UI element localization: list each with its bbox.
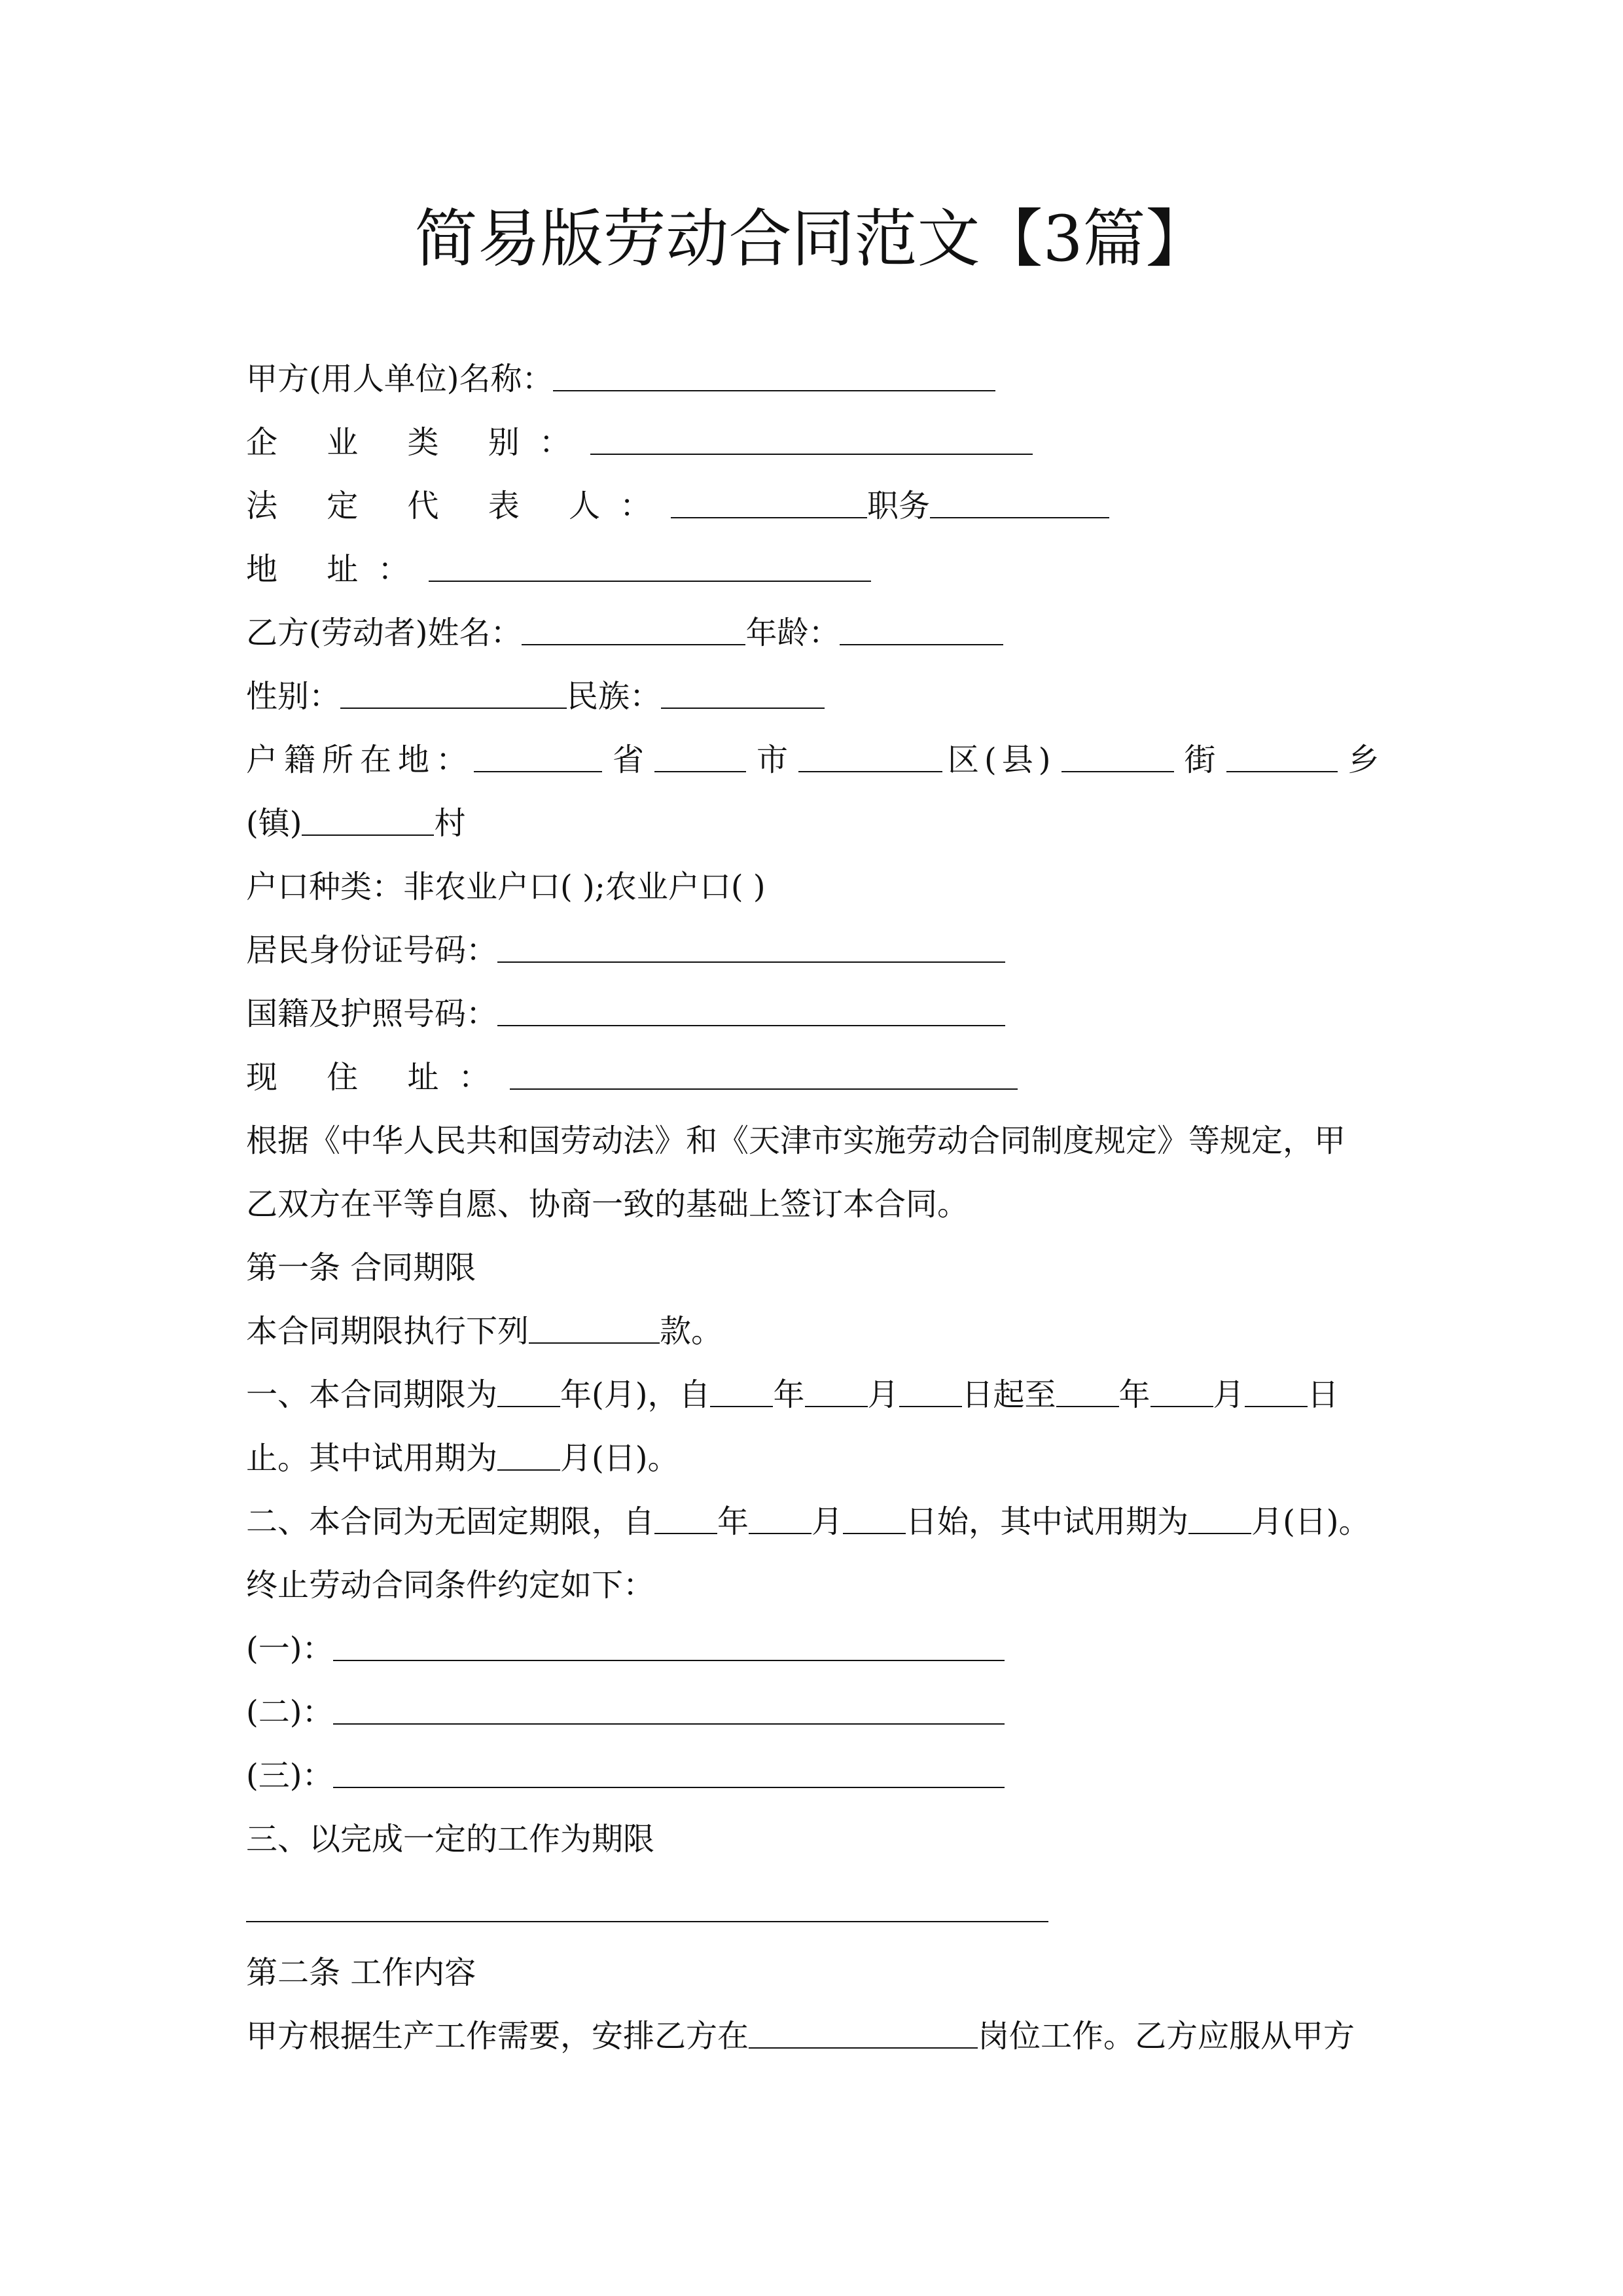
month-label: 月	[867, 1376, 899, 1413]
duty-label: 职务	[867, 488, 931, 524]
street-blank[interactable]	[1061, 728, 1174, 772]
age-blank[interactable]	[840, 601, 1003, 645]
party-a-name-row	[246, 347, 995, 411]
task-term-blank[interactable]	[246, 1921, 1048, 1922]
city-blank[interactable]	[654, 728, 746, 772]
gender-label: 性别：	[246, 678, 341, 715]
town-row	[246, 791, 465, 855]
term-2-probation-label: 日始，其中试用期为	[906, 1503, 1189, 1540]
township-blank[interactable]	[1226, 728, 1338, 772]
village-blank[interactable]	[302, 791, 434, 836]
term-2-day-blank[interactable]	[843, 1490, 906, 1534]
address-row	[246, 537, 871, 601]
term-option-2-row	[246, 1490, 1370, 1554]
household-label: 户籍所在地：	[246, 742, 474, 778]
term-2-probation-blank[interactable]	[1188, 1490, 1251, 1534]
condition-1-blank[interactable]	[333, 1617, 1005, 1661]
term-2-year-blank[interactable]	[654, 1490, 717, 1534]
address-blank[interactable]	[429, 537, 871, 582]
document-title: 简易版劳动合同范文【3篇】	[414, 202, 1209, 276]
term-1-until-label: 日起至	[961, 1376, 1056, 1413]
party-b-name-label: 乙方(劳动者)姓名：	[246, 615, 522, 651]
current-address-label: 现 住 址：	[246, 1059, 510, 1096]
termination-heading: 终止劳动合同条件约定如下：	[246, 1567, 655, 1604]
preamble-line-2: 乙双方在平等自愿、协商一致的基础上签订本合同。	[246, 1186, 969, 1223]
term-1-end-month-blank[interactable]	[1150, 1363, 1213, 1407]
id-number-blank[interactable]	[497, 918, 1005, 963]
term-1-end-day-blank[interactable]	[1245, 1363, 1308, 1407]
work-content-row	[246, 2004, 1355, 2068]
gender-blank[interactable]	[340, 664, 567, 709]
condition-1-row	[246, 1617, 1005, 1681]
day-label: 日	[1307, 1376, 1339, 1413]
duty-blank[interactable]	[930, 474, 1109, 518]
term-2-month-blank[interactable]	[749, 1490, 812, 1534]
age-label: 年龄：	[745, 615, 840, 651]
term-clause-blank[interactable]	[529, 1299, 660, 1344]
street-label: 街	[1184, 742, 1216, 778]
term-1-from-label: 年(月)，自	[560, 1376, 711, 1413]
position-blank[interactable]	[749, 2004, 978, 2049]
party-b-name-row	[246, 601, 1003, 665]
year-label: 年	[717, 1503, 749, 1540]
company-type-blank[interactable]	[590, 410, 1033, 455]
month-day-label: 月(日)。	[1251, 1503, 1370, 1540]
term-1-length-blank[interactable]	[497, 1363, 560, 1407]
province-label: 省	[613, 742, 645, 778]
term-exec-label: 本合同期限执行下列	[246, 1313, 529, 1350]
condition-2-label: (二)：	[246, 1694, 334, 1731]
district-label: 区(县)	[948, 742, 1056, 778]
current-address-row	[246, 1045, 1018, 1109]
article-2-heading: 第二条 工作内容	[246, 1954, 476, 1991]
term-1-end-year-blank[interactable]	[1056, 1363, 1119, 1407]
condition-3-row	[246, 1744, 1005, 1808]
term-1-label: 一、本合同期限为	[246, 1376, 498, 1413]
passport-row	[246, 982, 1005, 1046]
condition-3-label: (三)：	[246, 1757, 334, 1794]
province-blank[interactable]	[474, 728, 602, 772]
condition-3-blank[interactable]	[333, 1744, 1005, 1788]
town-label: (镇)	[246, 805, 302, 842]
passport-blank[interactable]	[497, 982, 1005, 1026]
id-number-label: 居民身份证号码：	[246, 932, 498, 969]
current-address-blank[interactable]	[510, 1045, 1018, 1090]
article-1-heading: 第一条 合同期限	[246, 1249, 476, 1286]
month-label: 月	[1213, 1376, 1245, 1413]
term-exec-row	[246, 1299, 722, 1363]
month-label: 月	[812, 1503, 844, 1540]
condition-2-blank[interactable]	[333, 1680, 1005, 1725]
term-1-start-month-blank[interactable]	[805, 1363, 868, 1407]
company-type-row	[246, 410, 1033, 475]
gender-row	[246, 664, 825, 728]
term-option-1-row-2	[246, 1426, 679, 1490]
condition-1-label: (一)：	[246, 1630, 334, 1667]
term-1-start-day-blank[interactable]	[899, 1363, 962, 1407]
term-2-label: 二、本合同为无固定期限，自	[246, 1503, 655, 1540]
year-label: 年	[1118, 1376, 1150, 1413]
company-type-label: 企 业 类 别：	[246, 424, 590, 461]
year-label: 年	[773, 1376, 805, 1413]
term-exec-suffix: 款。	[660, 1313, 723, 1350]
household-row	[246, 728, 1380, 792]
work-content-label: 甲方根据生产工作需要，安排乙方在	[246, 2018, 749, 2054]
legal-rep-blank[interactable]	[671, 474, 867, 518]
legal-rep-row	[246, 474, 1109, 538]
term-1-start-year-blank[interactable]	[710, 1363, 773, 1407]
district-blank[interactable]	[798, 728, 942, 772]
term-option-1-row	[246, 1363, 1339, 1427]
village-label: 村	[434, 805, 466, 842]
party-a-name-blank[interactable]	[553, 347, 995, 391]
hukou-type-row: 户口种类：非农业户口( );农业户口( )	[246, 869, 766, 905]
id-number-row	[246, 918, 1005, 982]
city-label: 市	[757, 742, 789, 778]
passport-label: 国籍及护照号码：	[246, 996, 498, 1032]
ethnicity-label: 民族：	[567, 678, 662, 715]
preamble-line-1: 根据《中华人民共和国劳动法》和《天津市实施劳动合同制度规定》等规定，甲	[246, 1122, 1346, 1159]
address-label: 地 址：	[246, 551, 429, 588]
township-label: 乡	[1347, 742, 1380, 778]
legal-rep-label: 法 定 代 表 人：	[246, 488, 671, 524]
party-a-name-label: 甲方(用人单位)名称：	[246, 361, 554, 397]
ethnicity-blank[interactable]	[661, 664, 825, 709]
probation-label: 止。其中试用期为	[246, 1440, 498, 1477]
term-option-3-row: 三、以完成一定的工作为期限	[246, 1821, 655, 1857]
condition-2-row	[246, 1680, 1005, 1744]
party-b-name-blank[interactable]	[522, 601, 745, 645]
work-content-suffix: 岗位工作。乙方应服从甲方	[978, 2018, 1355, 2054]
month-day-label: 月(日)。	[560, 1440, 679, 1477]
probation-blank[interactable]	[497, 1426, 560, 1471]
